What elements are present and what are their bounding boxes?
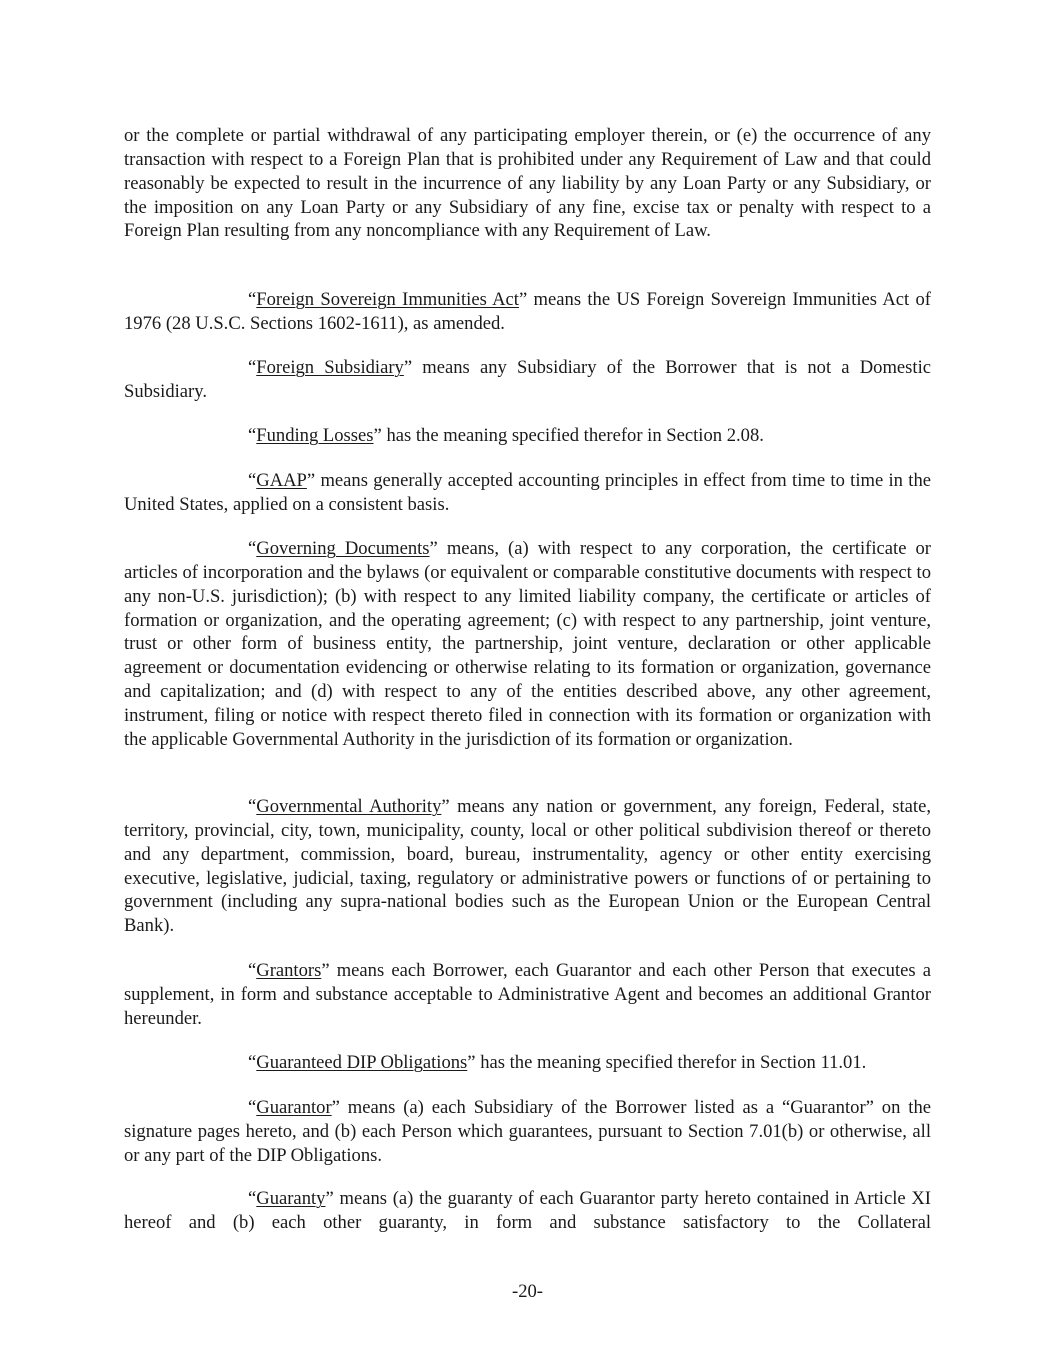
definition-text: means (a) each Subsidiary of the Borrower listed as a “Guarantor” on the signature pages hereto, and (b) each Person which guarantees, pursuant to Section 7.01(b) or otherwise, all or any part of the DIP Obligations.: [124, 1097, 931, 1166]
close-quote: ”: [403, 357, 413, 378]
definition-grantors: [124, 959, 931, 1031]
defined-term: Guaranteed DIP Obligations: [256, 1052, 468, 1073]
close-quote: ”: [429, 538, 438, 559]
close-quote: ”: [518, 289, 528, 310]
definition-text: means the US Foreign Sovereign Immunities Act of 1976 (28 U.S.C. Sections 1602-1611), as amended.: [124, 289, 931, 334]
defined-term: Guaranty: [256, 1188, 326, 1209]
definition-governing-documents: [124, 537, 931, 752]
definition-foreign-subsidiary: [124, 356, 931, 404]
definition-guarantor: [124, 1096, 931, 1168]
open-quote: “: [248, 357, 257, 378]
continuation-paragraph: [124, 124, 931, 243]
close-quote: ”: [373, 425, 382, 446]
definition-text: means (a) the guaranty of each Guarantor party hereto contained in Article XI hereof and (b) each other guaranty, in form and substance satisfactory to the Collateral: [124, 1188, 931, 1233]
close-quote: ”: [306, 470, 316, 491]
definition-text: means any Subsidiary of the Borrower that is not a Domestic Subsidiary.: [124, 357, 931, 402]
definition-text: means any nation or government, any foreign, Federal, state, territory, provincial, city, town, municipality, county, local or other political subdivision thereof or thereto and any department, commission, board, bureau, instrumentality, agency or other entity exercising executive, legislative, judicial, taxing, regulatory or administrative powers or functions of or pertaining to government (including any supra-national bodies such as the European Union or the European Central Bank).: [124, 796, 932, 937]
open-quote: “: [248, 1097, 257, 1118]
definition-guaranty: [124, 1187, 931, 1235]
close-quote: ”: [467, 1052, 476, 1073]
close-quote: ”: [331, 1097, 340, 1118]
definition-foreign-sovereign-immunities-act: [124, 288, 931, 336]
definition-funding-losses: [124, 424, 931, 448]
close-quote: ”: [325, 1188, 334, 1209]
defined-term: Grantors: [256, 960, 322, 981]
open-quote: “: [248, 796, 257, 817]
open-quote: “: [248, 425, 257, 446]
definition-governmental-authority: [124, 795, 931, 938]
open-quote: “: [248, 538, 257, 559]
definition-guaranteed-dip-obligations: [124, 1051, 931, 1075]
defined-term: Governing Documents: [256, 538, 430, 559]
open-quote: “: [248, 289, 257, 310]
paragraph-text: or the complete or partial withdrawal of any participating employer therein, or (e) the occurrence of any transaction with respect to a Foreign Plan that is prohibited under any Requirement of Law and that could reasonably be expected to result in the incurrence of any liability by any Loan Party or any Subsidiary, or the imposition on any Loan Party or any Subsidiary of any fine, excise tax or penalty with respect to a Foreign Plan resulting from any noncompliance with any Requirement of Law.: [124, 125, 931, 242]
close-quote: ”: [321, 960, 330, 981]
open-quote: “: [248, 960, 257, 981]
definition-gaap: [124, 469, 931, 517]
close-quote: ”: [441, 796, 450, 817]
definition-text: has the meaning specified therefor in Section 11.01.: [475, 1052, 867, 1073]
defined-term: Funding Losses: [256, 425, 374, 446]
open-quote: “: [248, 1052, 257, 1073]
defined-term: GAAP: [256, 470, 307, 491]
page-number: -20-: [512, 1281, 543, 1302]
defined-term: Foreign Sovereign Immunities Act: [256, 289, 519, 310]
definition-text: means, (a) with respect to any corporation, the certificate or articles of incorporation and the bylaws (or equivalent or comparable constitutive documents with respect to any non-U.S. jurisdiction); (b) with respect to any limited liability company, the certificate or articles of formation or organization, and the operating agreement; (c) with respect to any partnership, joint venture, trust or other form of business entity, the partnership, joint venture, declaration or other applicable agreement or documentation evidencing or otherwise relating to its formation or organization, governance and capitalization; and (d) with respect to any of the entities described above, any other agreement, instrument, filing or notice with respect thereto filed in connection with its formation or organization with the applicable Governmental Authority in the jurisdiction of its formation or organization.: [124, 538, 931, 750]
defined-term: Foreign Subsidiary: [256, 357, 404, 378]
defined-term: Guarantor: [256, 1097, 332, 1118]
definition-text: means generally accepted accounting principles in effect from time to time in the United States, applied on a consistent basis.: [124, 470, 931, 515]
defined-term: Governmental Authority: [256, 796, 442, 817]
open-quote: “: [248, 1188, 257, 1209]
definition-text: means each Borrower, each Guarantor and each other Person that executes a supplement, in form and substance acceptable to Administrative Agent and becomes an additional Grantor hereunder.: [124, 960, 931, 1029]
definition-text: has the meaning specified therefor in Section 2.08.: [381, 425, 764, 446]
open-quote: “: [248, 470, 257, 491]
